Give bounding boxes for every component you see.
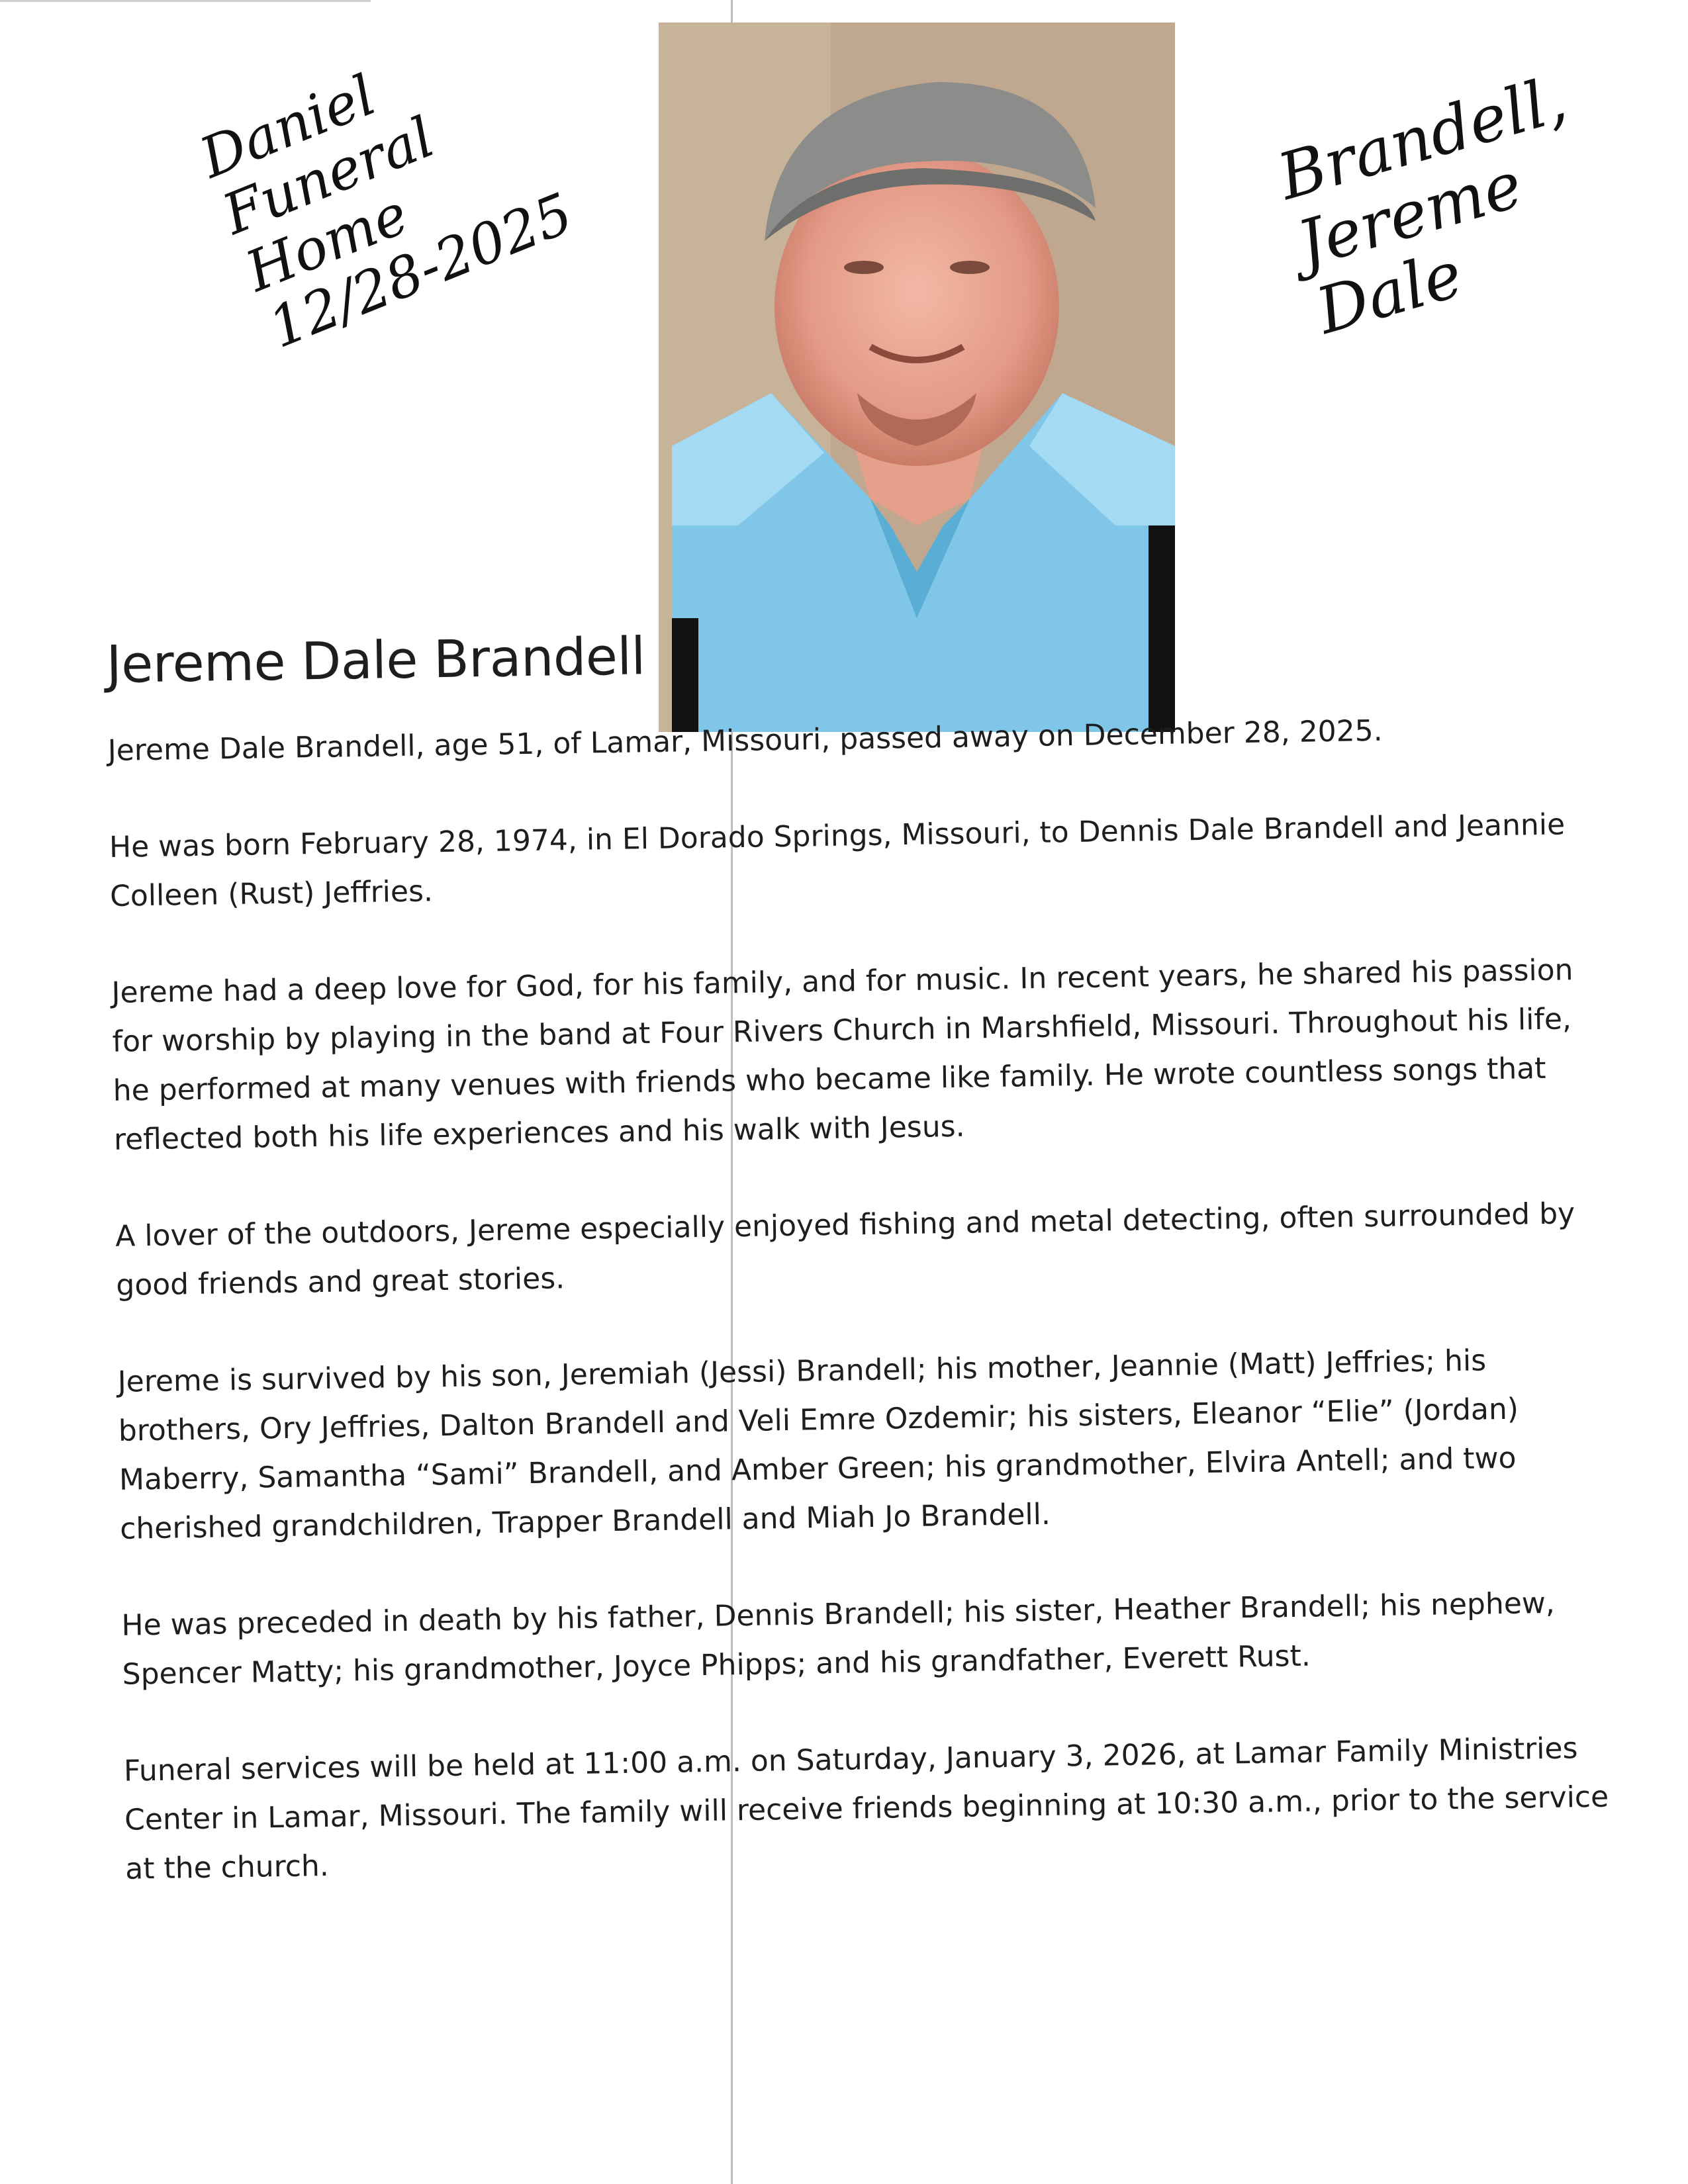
scan-top-rule: [0, 0, 371, 2]
obituary-paragraph: He was preceded in death by his father, Dennis Brandell; his sister, Heather Brandell; his nephew, Spencer Matty; his grandmother, Joyce Phipps; and his grandfather, Everett Rust.: [121, 1586, 1556, 1692]
handwritten-note-name: Brandell, Jereme Dale: [1270, 62, 1575, 349]
obituary-body: [106, 612, 1616, 1942]
obituary-title: Jereme Dale Brandell: [106, 627, 646, 695]
obituary-paragraph: A lover of the outdoors, Jereme especially enjoyed fishing and metal detecting, often surrounded by good friends and great stories.: [115, 1197, 1575, 1302]
obituary-paragraph: Jereme Dale Brandell, age 51, of Lamar, Missouri, passed away on December 28, 2025.: [107, 713, 1383, 768]
obituary-paragraph: He was born February 28, 1974, in El Dorado Springs, Missouri, to Dennis Dale Brandell and Jeannie Colleen (Rust) Jeffries.: [109, 807, 1566, 913]
obituary-paragraph: Funeral services will be held at 11:00 a.m. on Saturday, January 3, 2026, at Lamar Family Ministries Center in Lamar, Missouri. The family will receive friends beginning at 10:30 a.m., prior to the service at the church.: [123, 1731, 1609, 1886]
obituary-paragraph: Jereme is survived by his son, Jeremiah (Jessi) Brandell; his mother, Jeannie (Matt) Jeffries; his brothers, Ory Jeffries, Dalton Brandell and Veli Emre Ozdemir; his sisters, Eleanor “Elie” (Jordan) Maberry, Samantha “Sami” Brandell, and Amber Green; his grandmother, Elvira Antell; and two cherished grandchildren, Trapper Brandell and Miah Jo Brandell.: [117, 1343, 1519, 1546]
obituary-paragraph: Jereme had a deep love for God, for his family, and for music. In recent years, he shared his passion for worship by playing in the band at Four Rivers Church in Marshfield, Missouri. Throughout his life, he performed at many venues with friends who became like family. He wrote countless songs that reflected both his life experiences and his walk with Jesus.: [111, 953, 1573, 1157]
handwritten-note-funeral-home: Daniel Funeral Home 12/28-2025: [191, 62, 582, 361]
